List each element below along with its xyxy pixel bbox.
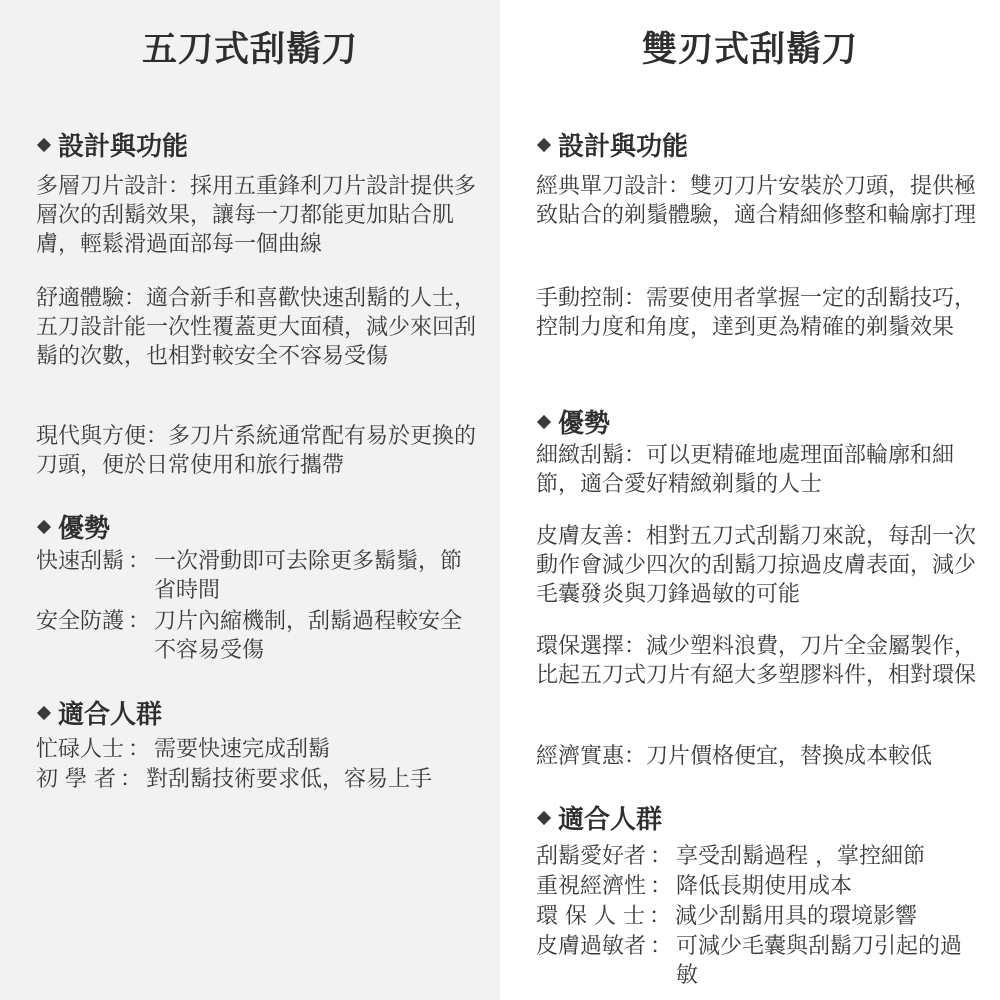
design-heading: 設計與功能	[536, 126, 688, 163]
double-edge-title: 雙刃式刮鬍刀	[641, 30, 858, 70]
advantage-row: 安全防護 ： 刀片內縮機制，刮鬍過程較安全不容易受傷	[36, 609, 463, 663]
design-paragraph: 經典單刀設計：雙刃刀片安裝於刀頭，提供極致貼合的剃鬚體驗，適合精細修整和輪廓打理	[536, 174, 977, 228]
diamond-bullet-icon	[537, 137, 551, 151]
diamond-bullet-icon	[37, 705, 51, 719]
advantage-paragraph: 細緻刮鬍：可以更精確地處理面部輪廓和細節，適合愛好精緻剃鬚的人士	[536, 443, 955, 497]
audience-row: 皮膚過敏者 ： 可減少毛囊與刮鬍刀引起的過敏	[536, 934, 963, 988]
design-heading: 設計與功能	[36, 126, 188, 163]
advantages-heading: 優勢	[36, 508, 110, 545]
design-paragraph: 手動控制：需要使用者掌握一定的刮鬍技巧，控制力度和角度，達到更為精確的剃鬚效果	[536, 286, 977, 340]
design-paragraph: 舒適體驗：適合新手和喜歡快速刮鬍的人士，五刀設計能一次性覆蓋更大面積，減少來回刮鬍的次數，也相對較安全不容易受傷	[36, 286, 477, 369]
diamond-bullet-icon	[37, 137, 51, 151]
advantages-heading: 優勢	[536, 403, 610, 440]
advantage-paragraph: 經濟實惠：刀片價格便宜，替換成本較低	[536, 744, 933, 769]
audience-row: 初 學 者 ： 對刮鬍技術要求低，容易上手	[36, 767, 433, 792]
audience-heading: 適合人群	[36, 694, 162, 731]
audience-row: 環 保 人 士 ： 減少刮鬍用具的環境影響	[536, 904, 918, 929]
audience-row: 重視經濟性 ： 降低長期使用成本	[536, 874, 853, 899]
design-paragraph: 現代與方便：多刀片系統通常配有易於更換的刀頭，便於日常使用和旅行攜帶	[36, 424, 477, 478]
design-paragraph: 多層刀片設計：採用五重鋒利刀片設計提供多層次的刮鬍效果，讓每一刀都能更加貼合肌膚，輕鬆滑過面部每一個曲線	[36, 174, 477, 257]
audience-heading: 適合人群	[536, 799, 662, 836]
five-blade-title: 五刀式刮鬍刀	[141, 30, 358, 70]
advantage-paragraph: 皮膚友善：相對五刀式刮鬍刀來說，每刮一次動作會減少四次的刮鬍刀掠過皮膚表面，減少毛囊發炎與刀鋒過敏的可能	[536, 524, 977, 607]
double-edge-column	[500, 0, 1000, 1000]
advantage-row: 快速刮鬍 ： 一次滑動即可去除更多鬍鬚，節省時間	[36, 549, 463, 603]
diamond-bullet-icon	[537, 414, 551, 428]
audience-row: 刮鬍愛好者 ： 享受刮鬍過程 ，掌控細節	[536, 844, 926, 869]
audience-row: 忙碌人士 ： 需要快速完成刮鬍	[36, 737, 331, 762]
diamond-bullet-icon	[537, 810, 551, 824]
diamond-bullet-icon	[37, 519, 51, 533]
advantage-paragraph: 環保選擇：減少塑料浪費，刀片全金屬製作，比起五刀式刀片有絕大多塑膠料件，相對環保	[536, 634, 977, 688]
